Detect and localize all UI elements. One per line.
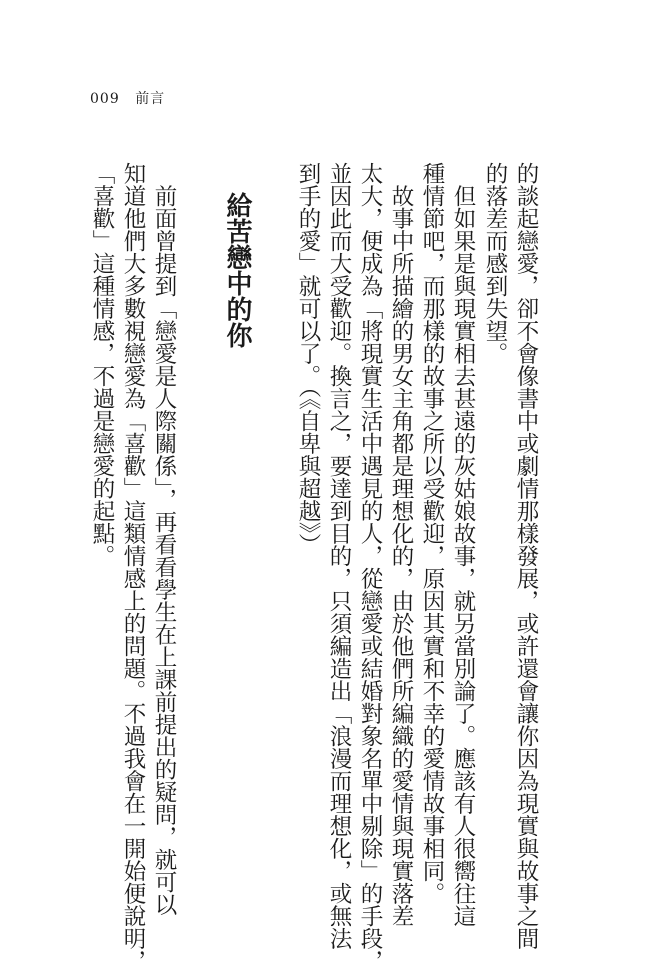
text-line: 的落差而感到失望。: [482, 162, 508, 365]
text-line: 到手的愛」就可以了。（《自卑與超越》）: [295, 162, 321, 556]
text-line: 但如果是與現實相去甚遠的灰姑娘故事，就另當別論了。應該有人很嚮往這: [450, 162, 476, 927]
running-header: [90, 88, 165, 108]
text-line: 太大，便成為「將現實生活中遇見的人，從戀愛或結婚對象名單中剔除」的手段，: [357, 162, 383, 972]
section-title: 前言: [135, 91, 166, 107]
section-subheading: 給苦戀中的你: [222, 192, 252, 348]
text-line: 的談起戀愛，卻不會像書中或劇情那樣發展，或許還會讓你因為現實與故事之間: [513, 162, 539, 950]
text-line: 前面曾提到「戀愛是人際關係」，再看看學生在上課前提出的疑問，就可以: [151, 162, 177, 916]
page-number: 009: [90, 91, 120, 107]
text-line: 「喜歡」這種情感，不過是戀愛的起點。: [89, 162, 115, 567]
text-line: 並因此而大受歡迎。換言之，要達到目的，只須編造出「浪漫而理想化，或無法: [326, 162, 352, 950]
text-line: 故事中所描繪的男女主角都是理想化的，由於他們所編織的愛情與現實落差: [388, 162, 414, 927]
text-line: 種情節吧，而那樣的故事之所以受歡迎，原因其實和不幸的愛情故事相同。: [419, 162, 445, 905]
text-line: 知道他們大多數視戀愛為「喜歡」這類情感上的問題。不過我會在一開始便說明，: [120, 162, 146, 972]
